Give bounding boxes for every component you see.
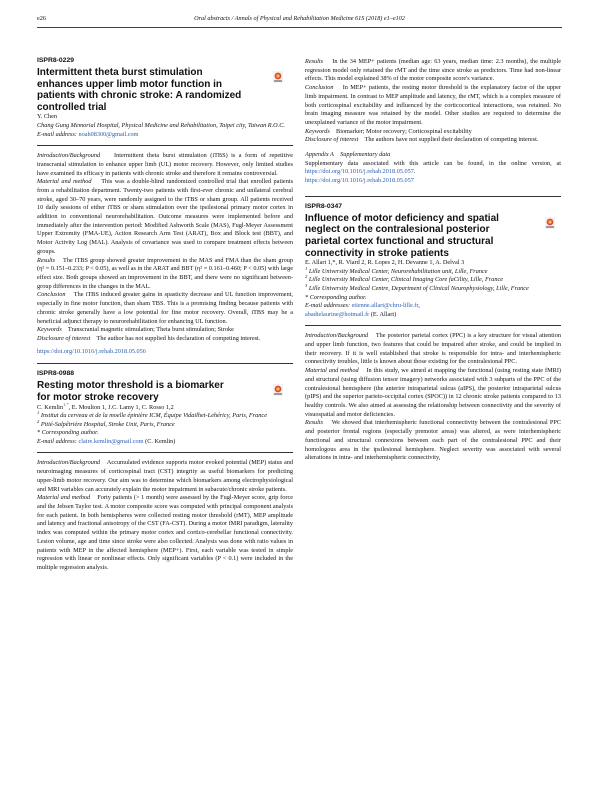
right-column: Results In the 34 MEP+ patients (median age: 63 years, median time: 2.3 months), the multiple regression model only retained the rMT and the time since stroke as predictors. Time had non-linear effects. This model explained 38% of the motor composite score's variance. Conclusion In MEP+ patients, the resting motor threshold is the explanatory factor of the upper limb impairment. In contrast to MEP amplitude and latency, the rMT, which is a complex measure of both corticospinal excitability and influenced by the corticocortical interactions, was retained. No brain imaging measure was retained by the model. Other studies are required to determine the unexplained variance of the motor impairment. Keywords Biomarker; Motor recovery; Corticospinal excitability Disclosure of interest The authors have not supplied their declaration of competing interest. Appendix A Supplementary data Supplementary data associated with this article can be found, in the online version, at https://doi.org/10.1016/j.rehab.2018.05.057. https://doi.org/10.1016/j.rehab.2018.05.057 ISPR8-0347 Influence of motor deficiency and spatial neglect on the contralesional posterior parietal cortex functional and structural connectivity in stroke patients E. Allart 1,*, R. Viard 2, R. Lopes 2, H. Devanne 1, A. Delval 3 $^1$ Lille University Medical Center, Neurorehabilitation unit, Lille, France $^2$ Lille University Medical Center, Clinical Imaging Core faCility, Lille, France $^3$ Lille University Medical Centre, Department of Clinical Neurophysiology, Lille, France * Corresponding author. E-mail addresses: etienne.allart@chru-lille.fr, abadielaurine@hotmail.fr (E. Allart) Introduction/Background The posterior parietal cortex (PPC) is a key structure for visual attention and upper limb function, two features that could be impaired after stroke, and could be implied in their recovery. If it is well established that stroke is responsible for intra- and interhemispheric connectivity troubles, little is known about those existing for the contralesional PPC. Material and method In this study, we aimed at mapping the functional (using resting state fMRI) and structural (using diffusion tensor imagery) networks associated with 3 subparts of the PPC of the contralesional hemisphere (the anterior intraparietal sulcus (aIPS), the posterior intraparietal sulcus (pIPS) and the superior parieto-occipital cortex (SPOC)) in 12 chronic stroke patients compared to 13 healthy controls. We also aimed at assessing the relationship between connectivity and the severity of visuospatial and motor deficiencies. Results We showed that interhemispheric functional connectivity between the contralesional PPC and posterior frontal regions (especially premotor areas) was altered, as were interhemispheric functional and structural connexions between each part of the contralesional PPC and their homologous area in the ipsilesional hemisphere. Neglect severity was associated with several alterations in intra- and interhemispheric connectivity, [305, 58, 562, 462]
journal-title: Oral abstracts / Annals of Physical and Rehabilitation Medicine 61S (2018) e1–e102 [194, 15, 405, 22]
methods-text: This was a double-blind randomized controlled trial that enrolled patients from a rehabilitation department. Twenty-two patients with first-ever chronic and unilateral cerebral stroke, aged 30–70 years, were randomly assigned to the iTBS or sham group. All patients received 10 daily sessions of either iTBS or sham stimulation over the ipsilesional primary motor cortex in addition to conventional neurorehabilitation. Outcome measures were implemented before and immediately after the intervention period: Modified Ashworth Scale (MAS), Fugl-Meyer Assessment Upper Extremity (FMA-UE), Action Research Arm Test (ARAT), Box and Block test (BBT), and Motor Activity Log (MAL). Analysis of covariance was used to compare treatment effects between groups. [37, 178, 293, 255]
author-line: Y. Chen [37, 113, 58, 121]
section-heading: Results [305, 58, 324, 65]
corresponding-note: * Corresponding author. [305, 293, 367, 301]
intro-text: The posterior parietal cortex (PPC) is a key structure for visual attention and upper limb function, two features that could be impaired after stroke, and could be implied in their recovery. If it is well established that stroke is responsible for intra- and interhemispheric connectivity troubles, little is known about those existing for the contralesional PPC. [305, 332, 561, 366]
abstract-title: Influence of motor deficiency and spatial neglect on the contralesional posterior parietal cortex functional and structural connectivity in stroke patients [305, 212, 499, 259]
page-number: e26 [37, 15, 46, 22]
conclusion-text: The iTBS induced greater gains in spasticity decrease and UL function improvement, especially in fine motor function, than sham TBS. This is a promising finding because patients with chronic stroke generally have a low potential for fine motor recovery. Overall, iTBS may be a beneficial adjunct therapy to neurorehabilitation for enhancing UL function. [37, 291, 293, 325]
results-text: The iTBS group showed greater improvement in the MAS and FMA than the sham group (η² = 0.151–0.233; P < 0.05), as well as in the ARAT and BBT (η² = 0.161–0.460; P < 0.05) with large effect size. Both groups showed an improvement in the BBT, and there were no significant between-group differences in the changes in the MAL. [37, 256, 294, 290]
email-link[interactable]: claire.kemlin@gmail.com [78, 437, 144, 445]
section-heading: Disclosure of interest [37, 334, 91, 342]
header-rule [37, 27, 562, 28]
affiliation: $^1$ Institut du cerveau et de la moelle épinière ICM, Équipe Vidailhet-Lehéricy, Paris, France [37, 410, 267, 420]
email-owner: (C. Kemlin) [145, 437, 176, 445]
keywords-text: Biomarker; Motor recovery; Corticospinal excitability [336, 127, 472, 135]
section-heading: Introduction/Background [37, 459, 101, 467]
crossmark-icon[interactable] [545, 216, 555, 228]
email-link[interactable]: noah08300@gmail.com [78, 130, 139, 138]
appendix-title: Supplementary data [340, 151, 391, 159]
author-line: E. Allart 1,*, R. Viard 2, R. Lopes 2, H. Devanne 1, A. Delval 3 [305, 259, 465, 267]
appendix-heading: Appendix A [305, 151, 334, 159]
divider [305, 196, 561, 197]
email-label: E-mail addresses: [305, 302, 351, 310]
section-heading: Introduction/Background [305, 332, 369, 340]
left-column [37, 57, 293, 573]
section-heading: Results [37, 256, 56, 264]
methods-text: In this study, we aimed at mapping the functional (using resting state fMRI) and structural (using diffusion tensor imagery) networks associated with 3 subparts of the PPC of the contralesional hemisphere (the anterior intraparietal sulcus (aIPS), the posterior intraparietal sulcus (pIPS) and the superior parieto-occipital cortex (SPOC)) in 12 chronic stroke patients compared to 13 healthy controls. We also aimed at assessing the relationship between connectivity and the severity of visuospatial and motor deficiencies. [305, 367, 561, 418]
doi-link[interactable]: https://doi.org/10.1016/j.rehab.2018.05.057 [305, 177, 414, 185]
affiliation: $^2$ Pitié-Salpêtrière Hospital, Stroke Unit, Paris, France [37, 418, 175, 428]
author-line: C. Kemlin$^{1,*}$, E. Moulton 1, J.C. Lamy 1, C. Rosso 1,2 [37, 401, 174, 411]
email-label: E-mail address: [37, 130, 77, 138]
divider [37, 452, 293, 453]
section-heading: Material and method [37, 494, 91, 502]
affiliation: $^1$ Lille University Medical Center, Neurorehabilitation unit, Lille, France [305, 265, 488, 275]
results-text: In the 34 MEP+ patients (median age: 63 years, median time: 2.3 months), the multiple regression model only retained the rMT and the time since stroke as predictors. Time had non-linear effects. This model explained 38% of the motor composite score's variance. [305, 58, 562, 83]
intro-text: Intermittent theta burst stimulation (iTBS) is a form of repetitive transcranial stimulation to enhance upper limb (UL) motor recovery. However, only limited studies have examined its efficacy in patients with chronic stroke and therefore it remains controversial. [37, 152, 293, 177]
section-heading: Conclusion [305, 84, 334, 92]
email-owner: (E. Allart) [370, 310, 397, 318]
divider [37, 363, 293, 364]
intro-text: Accumulated evidence supports motor evoked potential (MEP) status and neuroimaging measures of corticospinal tract (CST) integrity as useful biomarkers for predicting upper-limb motor recovery. Our aim was to determine which biomarkers among electrophysiological and MRI variables can accurately explain the motor impairment in subacute/chronic stroke patients. [37, 459, 293, 493]
section-heading: Introduction/Background [37, 152, 101, 160]
section-heading: Results [305, 419, 324, 427]
running-header [37, 15, 562, 25]
disclosure-text: The authors have not supplied their declaration of competing interest. [364, 136, 539, 144]
crossmark-icon[interactable] [273, 70, 283, 82]
email-link[interactable]: abadielaurine@hotmail.fr [305, 310, 370, 318]
crossmark-icon[interactable] [273, 383, 283, 395]
affiliation: $^2$ Lille University Medical Center, Clinical Imaging Core faCility, Lille, France [305, 274, 504, 284]
abstract-id: ISPR8-0988 [37, 370, 75, 378]
email-label: E-mail address: [37, 437, 77, 445]
disclosure-text: The author has not supplied his declaration of competing interest. [96, 334, 261, 342]
section-heading: Material and method [37, 178, 92, 186]
affiliation: $^3$ Lille University Medical Centre, Department of Clinical Neurophysiology, Lille, France [305, 282, 529, 292]
appendix-text: Supplementary data associated with this article can be found, in the online version, at [305, 159, 561, 167]
abstract-title: Resting motor threshold is a biomarker for motor stroke recovery [37, 380, 224, 403]
doi-link[interactable]: https://doi.org/10.1016/j.rehab.2018.05.056 [37, 347, 146, 355]
abstract-id: ISPR8-0229 [37, 57, 75, 64]
divider [37, 145, 293, 146]
email-link[interactable]: etienne.allart@chru-lille.fr [351, 302, 419, 310]
section-heading: Conclusion [37, 291, 66, 299]
section-heading: Keywords [37, 326, 62, 334]
results-text: We showed that interhemispheric functional connectivity between the contralesional PPC and posterior frontal regions (especially premotor areas) was altered, as were interhemispheric functional and structural connexions between each part of the contralesional PPC and their homologous area in the ipsilesional hemisphere. Neglect severity was associated with several alterations in intra- and interhemispheric connectivity, [305, 419, 561, 462]
keywords-text: Transcranial magnetic stimulation; Theta burst stimulation; Stroke [67, 326, 234, 334]
affiliation: Chang Gung Memorial Hospital, Physical Medicine and Rehabilitation, Taipei city, Taiwan R.O.C. [37, 121, 285, 129]
appendix-link[interactable]: https://doi.org/10.1016/j.rehab.2018.05.057 [305, 168, 414, 176]
section-heading: Disclosure of interest [305, 136, 359, 144]
abstract-title: Intermittent theta burst stimulation enhances upper limb motor function in patients with chronic stroke: A randomized controlled trial [37, 67, 242, 113]
section-heading: Keywords [305, 127, 330, 135]
methods-text: Forty patients (> 1 month) were assessed by the Fugl-Meyer score, grip force and the Jebsen Taylor test. A motor composite score was computed with principal component analysis for each patient. In both hemispheres were collected resting motor threshold (rMT), MEP amplitude and latency and fractional anisotropy of the CST (FA-CST). During a motor fMRI paradigm, laterality index was computed within the primary motor cortex and cortico-cerebellar functional connectivity. Lesion volume, age and time since stroke were also collected. Analysis was done with ratio values in patients with MEP in the affected hemisphere (MEP+). First, each variable was tested in simple regression with linear or nonlinear effects. Only significant variables (P < 0.1) were included in the multiple regression analysis. [37, 494, 294, 571]
conclusion-text: In MEP+ patients, the resting motor threshold is the explanatory factor of the upper limb impairment. In contrast to MEP amplitude and latency, the rMT, which is a complex measure of both corticospinal excitability and influenced by the corticocortical interactions, was retained. No brain imaging measure was retained by the model. Other studies are required to determine the unexplained variance of the motor impairment. [305, 84, 562, 126]
section-heading: Material and method [305, 367, 359, 375]
corresponding-note: * Corresponding author. [37, 429, 99, 437]
divider [305, 325, 561, 326]
abstract-id: ISPR8-0347 [305, 202, 343, 210]
